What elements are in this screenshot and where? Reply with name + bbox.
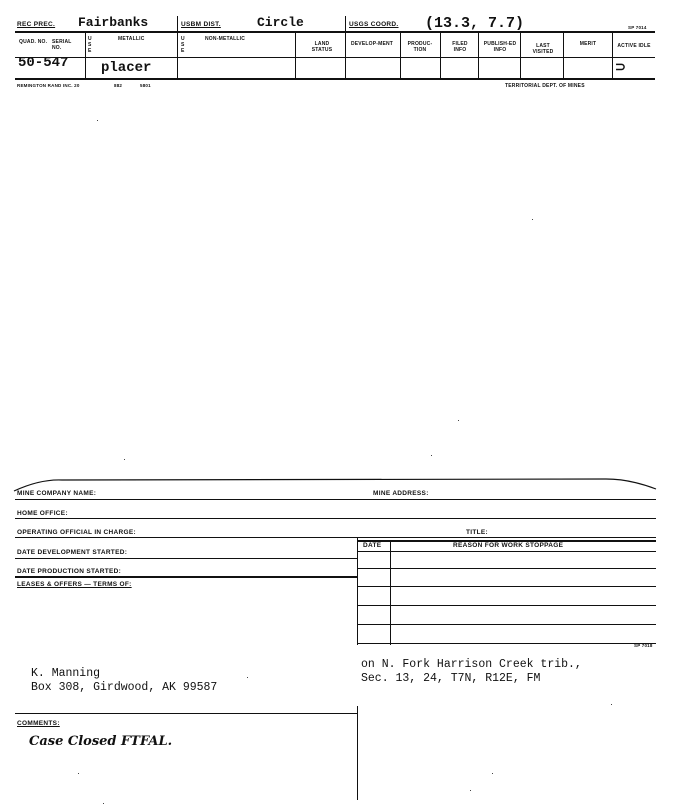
development-header: DEVELOP-MENT [350,41,394,47]
reason-column-header: REASON FOR WORK STOPPAGE [453,542,564,549]
mine-company-label: MINE COMPANY NAME: [17,490,97,497]
mine-address-label: MINE ADDRESS: [373,490,429,497]
rec-prec-value: Fairbanks [78,15,149,30]
owner-address: Box 308, Girdwood, AK 99587 [31,681,218,694]
printer-code-1: 882 [114,83,123,88]
non-metallic-header: NON-METALLIC [205,36,246,42]
rec-prec-label: REC PREC. [17,21,56,28]
active-idle-header: ACTIVE IDLE [617,43,651,49]
serial-no-header: SERIAL NO. [52,39,72,51]
home-office-label: HOME OFFICE: [17,510,68,517]
last-visited-header: LAST VISITED [532,43,554,55]
metallic-value: placer [101,60,152,76]
land-status-header: LAND STATUS [311,41,333,53]
usbm-dist-label: USBM DIST. [181,21,221,28]
date-production-label: DATE PRODUCTION STARTED: [17,568,122,575]
leases-offers-label: LEASES & OFFERS — TERMS OF: [17,581,132,588]
printer-code-2: 5801 [140,83,151,88]
usbm-dist-value: Circle [257,15,304,30]
usgs-coord-value: (13.3, 7.7) [425,15,525,32]
filed-info-header: FILED INFO [452,41,468,53]
active-idle-mark: ⊃ [615,59,626,74]
use-nonmetallic-header: U S E [181,36,185,54]
department-label: TERRITORIAL DEPT. OF MINES [505,83,585,89]
production-header: PRODUC-TION [407,41,433,53]
merit-header: MERIT [579,41,597,47]
comments-label: COMMENTS: [17,720,60,727]
use-metallic-header: U S E [88,36,92,54]
printer-line: REMINGTON RAND INC. 20 [17,83,80,88]
operating-official-label: OPERATING OFFICIAL IN CHARGE: [17,529,136,536]
form-number-top: SP 7014 [628,25,647,30]
date-development-label: DATE DEVELOPMENT STARTED: [17,549,128,556]
quad-serial-value: 50-547 [18,55,69,71]
usgs-coord-label: USGS COORD. [349,21,399,28]
form-separator-curve [0,473,678,493]
quad-no-header: QUAD. NO. [19,39,48,45]
published-info-header: PUBLISH-ED INFO [483,41,517,53]
comments-handwriting: Case Closed FTFAL. [29,734,173,749]
location-line-2: Sec. 13, 24, T7N, R12E, FM [361,672,541,685]
form-number-bottom: SP 7018 [634,643,653,648]
title-label: TITLE: [466,529,489,536]
metallic-header: METALLIC [118,36,145,42]
location-line-1: on N. Fork Harrison Creek trib., [361,658,582,671]
date-column-header: DATE [363,542,382,549]
owner-name: K. Manning [31,667,101,680]
